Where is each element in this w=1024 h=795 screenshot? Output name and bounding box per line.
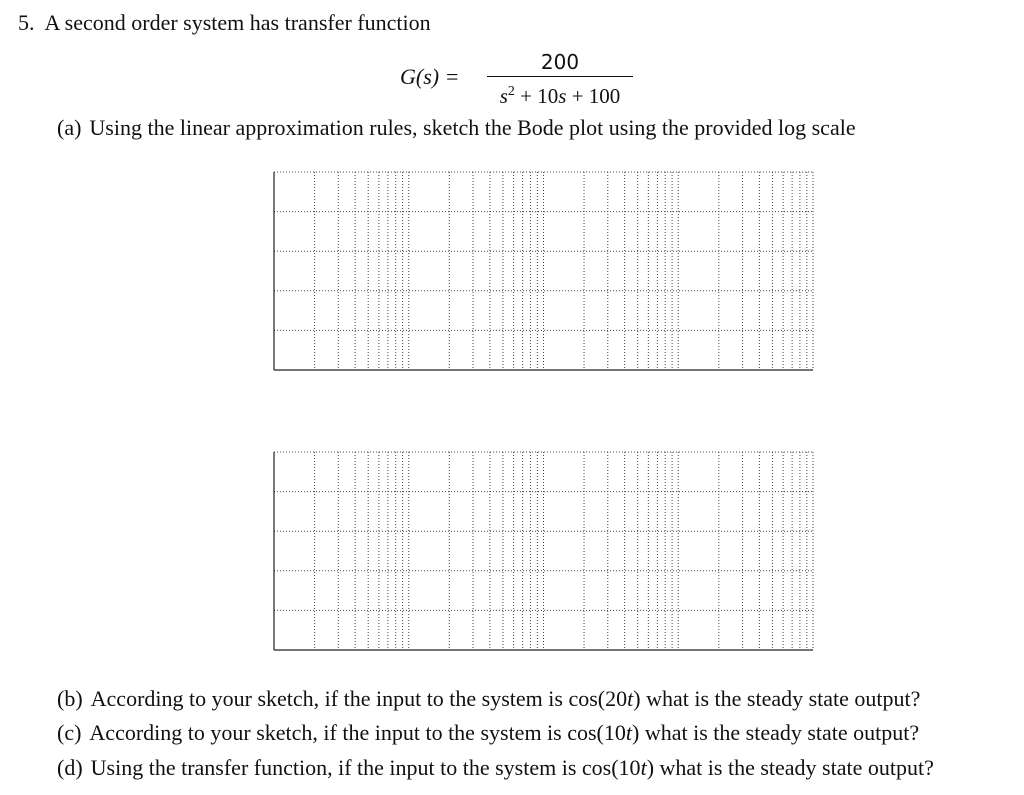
part-b-label: (b) bbox=[57, 686, 83, 711]
part-a-label: (a) bbox=[57, 115, 82, 140]
part-b-text-after: ) what is the steady state output? bbox=[633, 686, 921, 711]
part-c-text-before: According to your sketch, if the input to the system is cos(10 bbox=[89, 720, 626, 745]
part-d-var: t bbox=[640, 755, 647, 780]
part-c-text-after: ) what is the steady state output? bbox=[632, 720, 920, 745]
part-d-text-before: Using the transfer function, if the input to the system is cos(10 bbox=[90, 755, 641, 780]
equation-numerator: 200 bbox=[540, 50, 580, 74]
part-b-text-before: According to your sketch, if the input to the system is cos(20 bbox=[90, 686, 628, 711]
equation-lhs: G(s) = bbox=[400, 64, 460, 89]
part-b-var: t bbox=[627, 686, 634, 711]
magnitude-log-grid[interactable] bbox=[272, 166, 815, 372]
part-d-text-after: ) what is the steady state output? bbox=[646, 755, 934, 780]
equation-denominator bbox=[485, 77, 635, 107]
transfer-function-equation bbox=[400, 48, 660, 108]
part-c-label: (c) bbox=[57, 720, 82, 745]
problem-statement: A second order system has transfer function bbox=[44, 10, 431, 35]
equation-fraction bbox=[485, 48, 635, 107]
den-s-squared-var: s bbox=[499, 84, 508, 108]
bode-magnitude-grid[interactable] bbox=[272, 166, 815, 372]
den-exponent: 2 bbox=[507, 84, 515, 99]
part-c bbox=[57, 720, 919, 746]
bode-phase-grid[interactable] bbox=[272, 446, 815, 652]
problem-number: 5. bbox=[18, 10, 35, 35]
part-c-var: t bbox=[625, 720, 633, 745]
phase-log-grid[interactable] bbox=[272, 446, 815, 652]
part-d bbox=[57, 755, 934, 781]
problem-header bbox=[18, 10, 431, 36]
part-a bbox=[57, 115, 856, 141]
part-b bbox=[57, 686, 920, 712]
part-a-text: Using the linear approximation rules, sketch the Bode plot using the provided log scale bbox=[89, 115, 856, 140]
den-constant: + 100 bbox=[566, 84, 621, 108]
part-d-label: (d) bbox=[57, 755, 83, 780]
den-s-var: s bbox=[558, 84, 567, 108]
den-ten-coef: + 10 bbox=[514, 84, 559, 108]
